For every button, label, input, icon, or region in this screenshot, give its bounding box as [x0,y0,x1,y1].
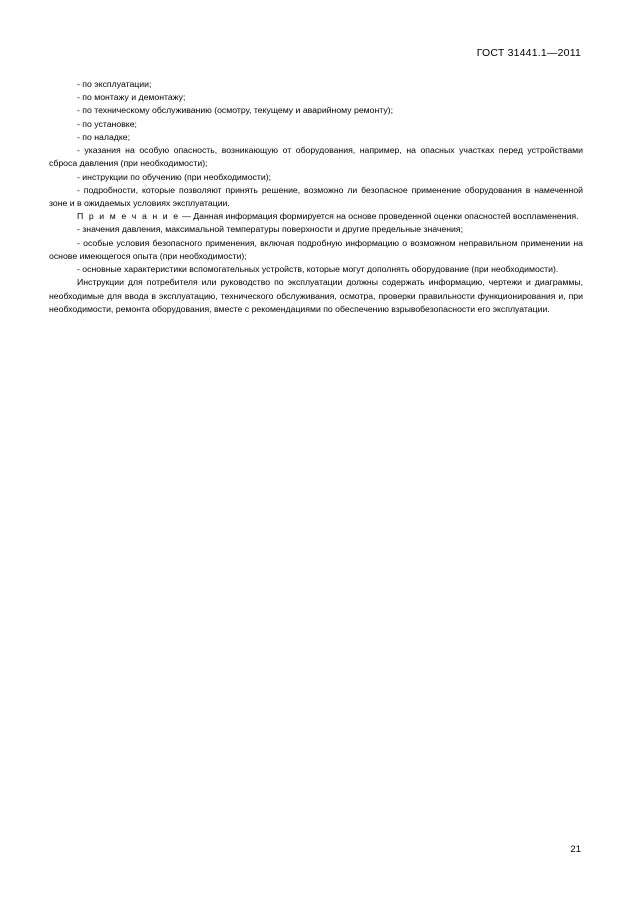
paragraph-auxiliary-devices: - основные характеристики вспомогательных устройств, которые могут дополнять оборудование (при необходимости). [77,264,559,275]
list-item-training: - инструкции по обучению (при необходимости); [77,171,272,182]
note-block [49,210,583,223]
list-item: - по эксплуатации; [77,79,152,89]
paragraph-special-conditions: - особые условия безопасного применения, включая подробную информацию о возможном неправильном применении на основе имеющегося опыта (при необходимости); [49,237,583,261]
note-label: П р и м е ч а н и е [77,211,180,222]
list-item: - по техническому обслуживанию (осмотру, текущему и аварийному ремонту); [77,105,393,116]
list-item: - по установке; [77,118,137,129]
standard-reference: ГОСТ 31441.1—2011 [476,47,581,59]
paragraph-safety-details: - подробности, которые позволяют принять решение, возможно ли безопасное применение оборудования в намеченной зоне и в ожидаемых условиях эксплуатации. [49,184,583,208]
page-content [49,78,583,316]
paragraph-user-instructions: Инструкции для потребителя или руководство по эксплуатации должны содержать информацию, чертежи и диаграммы, необходимые для ввода в эксплуатацию, технического обслуживания, осмотра, проверки правильности функционирования и, при необходимости, ремонта оборудования, вместе с рекомендациями по обеспечению взрывобезопасности его эксплуатации. [49,277,583,314]
list-item: - по монтажу и демонтажу; [77,92,186,103]
page-header [477,47,581,59]
page-number: 21 [570,844,581,855]
page-footer [570,844,581,855]
list-item: - по наладке; [77,131,130,142]
list-item-pressure: - значения давления, максимальной температуры поверхности и другие предельные значения; [77,224,464,235]
paragraph-hazard-note: - указания на особую опасность, возникающую от оборудования, например, на опасных участках перед устройствами сброса давления (при необходимости); [49,145,583,169]
note-text: — Данная информация формируется на основе проведенной оценки опасностей воспламенения. [182,211,579,222]
